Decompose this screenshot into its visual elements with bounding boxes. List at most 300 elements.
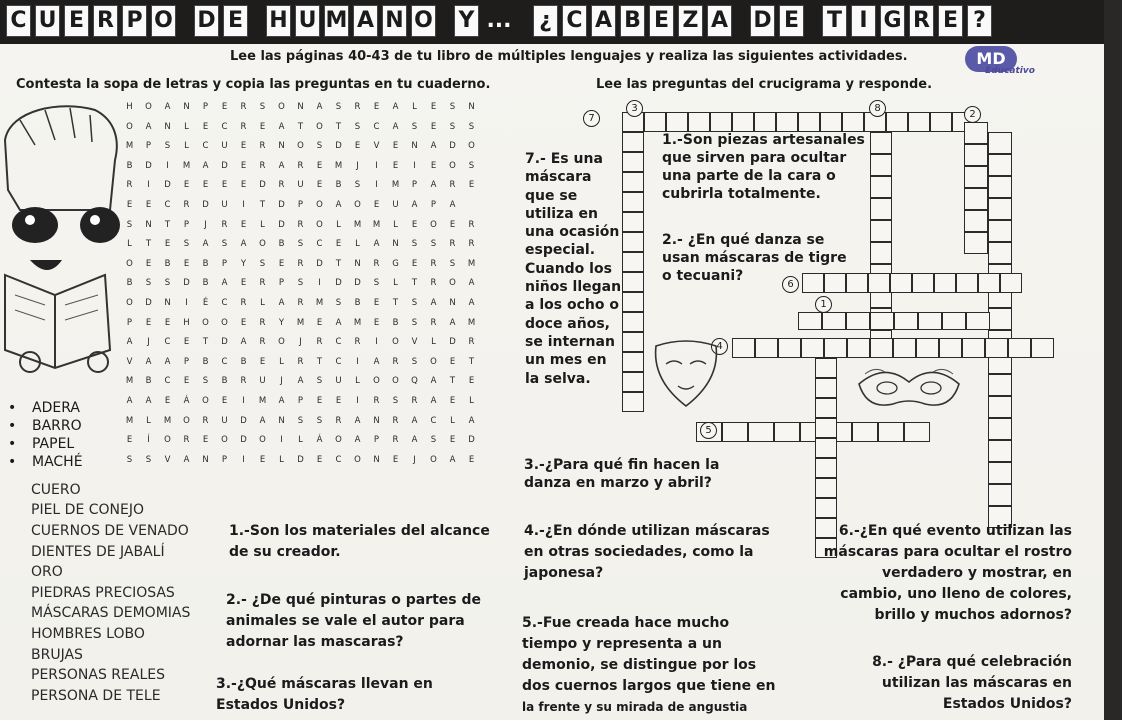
word-search-letter: S [183, 239, 190, 250]
word-search-letter: E [468, 454, 475, 465]
crossword-cell[interactable] [815, 478, 837, 498]
word-search-letter: C [335, 356, 342, 367]
crossword-cell[interactable] [622, 292, 644, 312]
word-search-letter: Y [240, 258, 247, 269]
word-search-letter: S [297, 415, 304, 426]
word-search-letter: O [259, 435, 266, 446]
word-search-letter: S [297, 278, 304, 289]
title-letter-tile: ? [967, 5, 992, 37]
crossword-cell[interactable] [622, 372, 644, 392]
word-search-letter: T [335, 121, 342, 132]
word-search-letter: E [240, 278, 247, 289]
word-search-letter: O [126, 297, 133, 308]
word-search-letter: L [260, 219, 265, 230]
crossword-cell[interactable] [755, 338, 778, 358]
word-search-letter: P [183, 219, 190, 230]
word-search-letter: A [259, 415, 266, 426]
crossword-cell[interactable] [870, 176, 892, 198]
word-search-letter: O [430, 454, 437, 465]
crossword-cell[interactable] [988, 462, 1012, 484]
word-search-letter: D [240, 415, 247, 426]
crossword-cell[interactable] [988, 440, 1012, 462]
clue-line: Cuando los [525, 260, 612, 277]
question-3 [216, 674, 433, 716]
word-search-letter: A [202, 160, 209, 171]
crossword-cell[interactable] [776, 112, 798, 132]
word-search-letter: L [355, 376, 360, 387]
word-search-letter: R [430, 317, 437, 328]
title-letter-tile: E [649, 5, 674, 37]
crossword-cell[interactable] [942, 312, 966, 330]
word-search-letter: A [297, 376, 304, 387]
word-search-letter: D [202, 199, 209, 210]
word-search-letter: I [147, 180, 150, 191]
title-letter-tile: C [562, 5, 587, 37]
word-search-letter: I [356, 395, 359, 406]
title-letter-tile: R [93, 5, 118, 37]
word-search-letter: D [316, 258, 323, 269]
question-2 [226, 590, 481, 653]
crossword-cell[interactable] [842, 112, 864, 132]
word-search-row [120, 314, 520, 334]
word-search-letter: S [373, 278, 380, 289]
crossword-cell[interactable] [666, 112, 688, 132]
word-search-letter: R [240, 102, 247, 112]
word-search-letter: E [240, 160, 247, 171]
crossword-cell[interactable] [622, 152, 644, 172]
crossword-cell[interactable] [988, 220, 1012, 242]
clue-line: especial. [525, 242, 596, 259]
crossword-cell[interactable] [916, 338, 939, 358]
word-search-letter: S [126, 454, 133, 465]
crossword-cell[interactable] [622, 132, 644, 152]
word-search-letter: M [467, 317, 476, 328]
crossword-cell[interactable] [893, 338, 916, 358]
crossword-cell[interactable] [964, 188, 988, 210]
word-search-letter: N [449, 297, 456, 308]
crossword-cell[interactable] [988, 154, 1012, 176]
crossword-cell[interactable] [722, 422, 748, 442]
word-search-letter: R [259, 278, 266, 289]
clue-line: utiliza en [525, 205, 598, 222]
crossword-cell[interactable] [748, 422, 774, 442]
crossword-cell[interactable] [622, 172, 644, 192]
word-search-letter: N [278, 141, 285, 152]
question-4 [524, 521, 770, 584]
crossword-cell[interactable] [622, 272, 644, 292]
word-search-letter: R [354, 337, 361, 348]
word-search-letter: V [164, 454, 171, 465]
word-search-letter: R [468, 219, 475, 230]
word-search-letter: A [335, 199, 342, 210]
crossword-cell[interactable] [886, 112, 908, 132]
word-search-letter: E [316, 395, 323, 406]
word-search-letter: Í [147, 435, 150, 446]
question-line: utilizan las máscaras en [881, 675, 1072, 691]
word-search-letter: E [316, 317, 323, 328]
word-search-letter: D [240, 435, 247, 446]
title-bar [0, 0, 1104, 44]
crossword-cell[interactable] [622, 192, 644, 212]
word-search-letter: S [449, 102, 456, 112]
crossword-cell[interactable] [904, 422, 930, 442]
word-list-item: PERSONA DE TELE [31, 687, 161, 704]
crossword-cell[interactable] [964, 232, 988, 254]
crossword-cell[interactable] [801, 338, 824, 358]
word-search-letter: Q [411, 376, 418, 387]
crossword-cell[interactable] [622, 312, 644, 332]
bullet-icon: • [8, 436, 17, 452]
question-line: brillo y muchos adornos? [874, 607, 1072, 623]
word-search-letter: O [126, 258, 133, 269]
crossword-cell[interactable] [930, 112, 952, 132]
crossword-cell[interactable] [732, 112, 754, 132]
crossword-cell[interactable] [988, 176, 1012, 198]
word-search-letter: A [430, 141, 437, 152]
crossword-cell[interactable] [622, 332, 644, 352]
word-search-letter: C [164, 199, 171, 210]
word-search-row [120, 118, 520, 138]
word-search-letter: C [221, 121, 228, 132]
crossword-cell[interactable] [774, 422, 800, 442]
crossword-cell[interactable] [822, 312, 846, 330]
word-search-letter: V [411, 337, 418, 348]
crossword-cell[interactable] [988, 242, 1012, 264]
crossword-cell[interactable] [688, 112, 710, 132]
word-search-row [120, 372, 520, 392]
crossword-cell[interactable] [956, 273, 978, 293]
word-search-letter: I [242, 454, 245, 465]
crossword-cell[interactable] [644, 112, 666, 132]
word-search-letter: T [259, 199, 266, 210]
word-list-item: MACHÉ [32, 454, 83, 470]
word-search-instructions: Contesta la sopa de letras y copia las preguntas en tu cuaderno. [16, 77, 491, 92]
word-search-letter: E [316, 180, 323, 191]
word-search-letter: S [297, 239, 304, 250]
title-space [440, 5, 450, 37]
crossword-cell[interactable] [778, 338, 801, 358]
crossword-cell[interactable] [710, 112, 732, 132]
word-search-letter: I [356, 356, 359, 367]
crossword-cell[interactable] [622, 232, 644, 252]
word-list [31, 481, 190, 706]
title-letter-tile: A [591, 5, 616, 37]
word-search-letter: E [221, 180, 228, 191]
word-search-letter: B [126, 160, 133, 171]
word-search-row [120, 137, 520, 157]
crossword-cell[interactable] [622, 352, 644, 372]
question-1 [229, 521, 490, 563]
word-search-letter: A [183, 454, 190, 465]
crossword-cell[interactable] [908, 112, 930, 132]
word-search-letter: T [468, 356, 475, 367]
clue-line: una ocasión [525, 224, 620, 241]
word-list-item: ORO [31, 564, 63, 581]
word-search-letter: N [164, 297, 171, 308]
crossword-cell[interactable] [890, 273, 912, 293]
crossword-cell[interactable] [964, 122, 988, 144]
crossword-cell[interactable] [1008, 338, 1031, 358]
word-search-letter: S [430, 239, 437, 250]
word-search-letter: A [164, 356, 171, 367]
word-search-letter: A [411, 199, 418, 210]
crossword-cell[interactable] [870, 198, 892, 220]
crossword-cell[interactable] [622, 212, 644, 232]
word-search-letter: O [354, 454, 361, 465]
word-search-row [120, 392, 520, 412]
word-search-letter: S [164, 278, 171, 289]
word-search-letter: T [449, 376, 456, 387]
crossword-cell[interactable] [815, 378, 837, 398]
crossword-cell[interactable] [988, 198, 1012, 220]
word-search-letter: S [411, 121, 418, 132]
crossword-cell[interactable] [934, 273, 956, 293]
crossword-cell[interactable] [988, 308, 1012, 330]
word-list-item: BARRO [32, 418, 82, 434]
word-search-letter: O [297, 141, 304, 152]
word-list-item: HOMBRES LOBO [31, 625, 145, 642]
word-search-letter: E [183, 337, 190, 348]
word-list-item: BRUJAS [31, 646, 83, 663]
word-search-letter: R [430, 258, 437, 269]
crossword-cell[interactable] [985, 338, 1008, 358]
crossword-cell[interactable] [815, 358, 837, 378]
word-search-letter: S [164, 141, 171, 152]
crossword-cell[interactable] [622, 392, 644, 412]
crossword-cell[interactable] [824, 338, 847, 358]
word-search-letter: R [278, 180, 285, 191]
word-search-letter: U [259, 376, 266, 387]
word-search-letter: D [449, 337, 456, 348]
crossword-cell[interactable] [754, 112, 776, 132]
crossword-cell[interactable] [988, 132, 1012, 154]
word-search-letter: E [335, 395, 342, 406]
word-search-letter: B [354, 297, 361, 308]
word-search-row [120, 294, 520, 314]
word-search-letter: P [183, 356, 190, 367]
title-space [252, 5, 262, 37]
word-search-letter: E [259, 121, 266, 132]
crossword-cell[interactable] [846, 273, 868, 293]
word-search-letter: R [240, 297, 247, 308]
word-search-letter: O [354, 199, 361, 210]
bullet-icon: • [8, 418, 17, 434]
word-search-letter: R [411, 395, 418, 406]
word-search-letter: E [449, 435, 456, 446]
word-search-letter: S [145, 454, 152, 465]
crossword-cell[interactable] [870, 154, 892, 176]
word-search-letter: R [259, 317, 266, 328]
word-search-letter: B [335, 180, 342, 191]
word-search-letter: M [182, 160, 191, 171]
word-search-letter: O [126, 121, 133, 132]
word-search-letter: I [242, 199, 245, 210]
word-search-letter: E [430, 121, 437, 132]
crossword-cell[interactable] [988, 396, 1012, 418]
title-letter-tile: ¿ [533, 5, 558, 37]
word-search-letter: E [164, 395, 171, 406]
word-search-letter: E [411, 258, 418, 269]
word-search-letter: E [240, 141, 247, 152]
crossword-cell[interactable] [847, 338, 870, 358]
crossword-cell[interactable] [815, 458, 837, 478]
crossword-cell[interactable] [964, 144, 988, 166]
word-search-letter: D [297, 454, 304, 465]
word-search-letter: S [221, 239, 228, 250]
word-search-letter: A [411, 415, 418, 426]
word-list-item: PIEDRAS PRECIOSAS [31, 584, 175, 601]
word-search-letter: I [413, 160, 416, 171]
crossword-cell[interactable] [622, 252, 644, 272]
crossword-cell[interactable] [870, 338, 893, 358]
word-search-letter: J [299, 337, 302, 348]
word-list-entry [8, 417, 83, 435]
word-search-letter: O [449, 278, 456, 289]
word-search-row [120, 235, 520, 255]
word-search-letter: D [183, 278, 190, 289]
crossword-cell[interactable] [964, 166, 988, 188]
word-search-letter: N [392, 239, 399, 250]
crossword-cell[interactable] [988, 374, 1012, 396]
question-line: 6.-¿En qué evento utilizan las [838, 523, 1072, 539]
crossword-cell[interactable] [846, 312, 870, 330]
crossword-cell[interactable] [962, 338, 985, 358]
word-search-letter: Á [183, 395, 190, 406]
crossword-cell[interactable] [820, 112, 842, 132]
word-list-item: PERSONAS REALES [31, 667, 165, 684]
clue-line: que se [525, 187, 578, 204]
word-search-letter: E [240, 317, 247, 328]
crossword-cell[interactable] [815, 438, 837, 458]
tribal-mask-drawing [650, 340, 722, 410]
word-search-letter: R [183, 199, 190, 210]
crossword-cell[interactable] [988, 484, 1012, 506]
title-letter-tile: P [122, 5, 147, 37]
word-search-letter: B [240, 356, 247, 367]
crossword-cell[interactable] [870, 312, 894, 330]
word-list-entry [8, 435, 83, 453]
question-line: máscaras para ocultar el rostro [823, 544, 1072, 560]
question-8 [818, 652, 1072, 715]
title-space [180, 5, 190, 37]
crossword-cell[interactable] [815, 418, 837, 438]
question-line: 4.-¿En dónde utilizan máscaras [524, 523, 770, 539]
crossword-cell[interactable] [912, 273, 934, 293]
word-search-letter: S [126, 219, 133, 230]
word-search-letter: N [373, 415, 380, 426]
word-search-letter: R [354, 102, 361, 112]
crossword-cell[interactable] [1000, 273, 1022, 293]
word-search-letter: S [354, 180, 361, 191]
title-letter-tile: D [194, 5, 219, 37]
crossword-cell[interactable] [870, 132, 892, 154]
word-search-letter: H [126, 102, 133, 112]
word-search-letter: I [375, 337, 378, 348]
word-search-letter: O [392, 376, 399, 387]
title-letter-tile: E [779, 5, 804, 37]
word-search-letter: E [240, 219, 247, 230]
question-line: 2.- ¿De qué pinturas o partes de [226, 592, 481, 608]
crossword-cell[interactable] [870, 242, 892, 264]
crossword-cell[interactable] [918, 312, 942, 330]
word-search-letter: A [449, 317, 456, 328]
word-search-letter: P [373, 435, 380, 446]
word-search-letter: P [297, 395, 304, 406]
crossword-cell[interactable] [894, 312, 918, 330]
crossword-cell[interactable] [798, 112, 820, 132]
word-search-letter: U [221, 415, 228, 426]
crossword-cell[interactable] [815, 398, 837, 418]
word-search-letter: E [411, 219, 418, 230]
crossword-cell[interactable] [966, 312, 990, 330]
crossword-cell[interactable] [852, 422, 878, 442]
crossword-clue-3 [524, 456, 719, 492]
crossword-cell[interactable] [870, 220, 892, 242]
word-search-letter: A [373, 356, 380, 367]
crossword-cell[interactable] [815, 498, 837, 518]
word-search-letter: S [449, 121, 456, 132]
word-search-row [120, 98, 520, 118]
crossword-cell[interactable] [939, 338, 962, 358]
word-search-letter: E [392, 160, 399, 171]
word-search-letter: D [221, 337, 228, 348]
word-list-item: CUERO [31, 482, 81, 498]
word-search-letter: L [184, 141, 189, 152]
word-search-letter: T [145, 239, 152, 250]
crossword-cell[interactable] [878, 422, 904, 442]
word-list-item: DIENTES DE JABALÍ [31, 543, 165, 560]
word-search-letter: M [125, 415, 134, 426]
word-search-letter: R [297, 160, 304, 171]
crossword-number-1: 1 [815, 296, 832, 313]
title-letter-tile: Z [678, 5, 703, 37]
word-search-letter: T [297, 121, 304, 132]
crossword-cell[interactable] [978, 273, 1000, 293]
word-search-letter: E [183, 258, 190, 269]
crossword-cell[interactable] [988, 418, 1012, 440]
word-search-letter: S [411, 356, 418, 367]
word-search-letter: R [468, 337, 475, 348]
crossword-cell[interactable] [964, 210, 988, 232]
word-search-letter: R [430, 278, 437, 289]
word-search-letter: V [373, 141, 380, 152]
word-search-letter: N [164, 121, 171, 132]
clue-line: a los ocho o [525, 297, 619, 314]
word-search-letter: P [297, 199, 304, 210]
word-search-letter: R [297, 219, 304, 230]
word-search-letter: C [164, 376, 171, 387]
word-search-letter: O [183, 415, 190, 426]
word-search-letter: A [126, 337, 133, 348]
word-search-row [120, 176, 520, 196]
word-search-letter: S [354, 121, 361, 132]
question-line: adornar las mascaras? [226, 634, 404, 650]
crossword-number-3: 3 [626, 100, 643, 117]
question-line: 5.-Fue creada hace mucho [522, 615, 730, 631]
crossword-cell[interactable] [1031, 338, 1054, 358]
title-letter-tile: B [620, 5, 645, 37]
word-search-letter: B [221, 376, 228, 387]
crossword-cell[interactable] [732, 338, 755, 358]
crossword-cell[interactable] [868, 273, 890, 293]
word-search-letter: P [430, 199, 437, 210]
word-search-letter: O [278, 102, 285, 112]
crossword-cell[interactable] [798, 312, 822, 330]
word-search-letter: N [354, 258, 361, 269]
word-search-letter: S [259, 258, 266, 269]
word-search-letter: O [202, 317, 209, 328]
word-search-letter: D [449, 141, 456, 152]
